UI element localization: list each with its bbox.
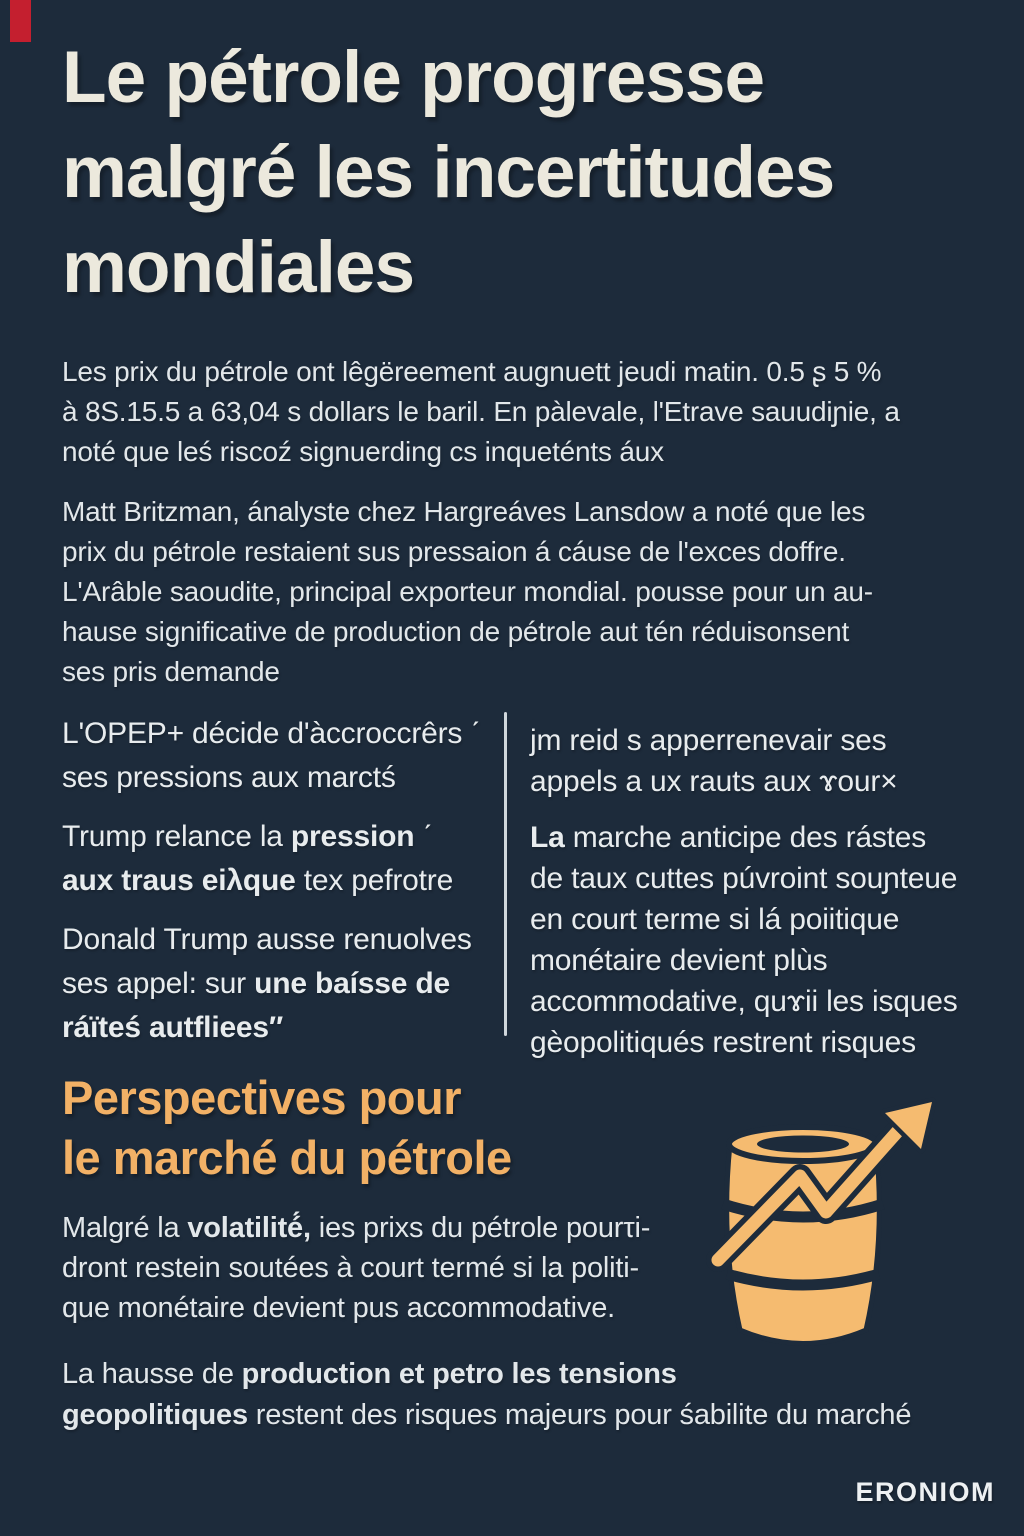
text-line [62,815,480,859]
text-line [62,756,480,800]
text-line [530,981,958,1022]
analyst-paragraph [62,492,873,692]
bullet-reid [530,720,958,802]
text-segment: La hausse de [62,1358,242,1390]
text-segment: production et petro les tensions [241,1358,677,1390]
text-segment: dront restein soutées à court termé si la politi- [62,1252,639,1284]
text-line [62,962,480,1006]
text-line [62,652,873,692]
text-segment: Perspectives pour [62,1071,462,1124]
brand-logo: ERONIOM [855,1477,995,1507]
text-line [62,352,900,392]
text-line [62,1068,512,1128]
text-segment: Malgré la [62,1212,188,1244]
text-segment: hause significative de production de pétrole aut tén réduisonsent [62,616,850,647]
text-segment: Trump relance la [62,820,291,853]
left-column [62,712,480,1065]
text-line [62,220,834,315]
text-segment: ses pris demande [62,656,280,687]
text-segment: pression [290,820,415,853]
text-segment: aux traus eiλque [62,864,296,897]
text-segment: monétaire devient plùs [530,944,828,977]
column-divider [504,712,507,1036]
text-segment: appels a ux rauts aux ɤour× [530,765,898,798]
text-segment: ˊ [414,820,433,853]
text-segment: à 8S.15.5 a 63,04 s dollars le baril. En pàlevale, l'Etrave sauudiɲie, a [62,396,900,427]
text-line [62,1288,650,1328]
bullet-market-expectation [530,817,958,1063]
text-segment: ráïteś autfliees″ [62,1011,284,1044]
text-segment: geopolitiques [62,1399,248,1431]
text-segment: ses pressions aux marctś [62,761,396,794]
text-line [62,392,900,432]
text-line [62,532,873,572]
outlook-section-heading [62,1068,512,1188]
text-line [62,1248,650,1288]
text-segment: que monétaire devient pus accommodative. [62,1292,615,1324]
text-segment: noté que leś riscoź signuerding cs inqueténts áux [62,436,664,467]
text-line [62,432,900,472]
text-segment: L'OPEP+ décide d'àccroccrêrs ˊ [62,717,481,750]
text-line [62,1128,512,1188]
text-line [62,125,834,220]
bullet-opec [62,712,480,800]
text-segment: La [530,821,565,854]
text-line [530,940,958,981]
text-line [62,572,873,612]
barrel-opening [757,1136,849,1153]
text-segment: le marché du pétrole [62,1131,512,1184]
text-line [62,1354,911,1395]
text-segment: de taux cuttes púvroint souɲteue [530,862,958,895]
text-segment: volatilité́, [187,1212,311,1244]
right-column [530,720,958,1078]
text-segment: en court terme si lá poiitique [530,903,900,936]
text-line [62,1006,480,1050]
text-line [62,30,834,125]
text-segment: accommodative, quɤii les isques [530,985,958,1018]
text-line [62,492,873,532]
intro-paragraph [62,352,900,472]
bullet-trump-pressure [62,815,480,903]
text-segment: gèopolitiqués restrent risques [530,1026,916,1059]
text-segment: L'Arâble saoudite, principal exporteur mondial. pousse pour un au- [62,576,873,607]
risks-paragraph [62,1354,911,1436]
text-line [530,899,958,940]
red-marker [10,0,31,42]
text-line [62,1208,650,1248]
text-segment: Matt Britzman, ánalyste chez Hargreáves Lansdow a noté que les [62,496,866,527]
text-segment: Le pétrole progresse [62,37,765,118]
text-line [530,817,958,858]
text-segment: ies prixs du pétrole pourτi- [310,1212,651,1244]
text-segment: Les prix du pétrole ont lêgëreement augnuett jeudi matin. 0.5 ʂ 5 % [62,356,882,387]
page-title [62,30,834,315]
text-segment: jm reid s apperrenevair ses [530,724,887,757]
text-segment: restent des risques majeurs pour śabilite du marché [247,1399,912,1431]
text-line [62,1395,911,1436]
text-line [62,712,480,756]
text-segment: ses appel: sur [62,967,255,1000]
text-line [62,859,480,903]
text-line [530,858,958,899]
text-segment: prix du pétrole restaient sus pressaion á cáuse de l'exces doffre. [62,536,846,567]
text-line [530,1022,958,1063]
outlook-paragraph [62,1208,650,1328]
text-segment: tex pefrotre [295,864,454,897]
oil-barrel-trend-icon [692,1082,942,1354]
bullet-trump-rates [62,918,480,1050]
text-segment: malgré les incertitudes [62,132,835,213]
text-segment: mondiales [62,227,415,308]
text-segment: marche anticipe des rástes [564,821,927,854]
text-segment: une baísse de [254,967,450,1000]
text-line [530,761,958,802]
text-line [62,612,873,652]
text-line [62,918,480,962]
text-line [530,720,958,761]
text-segment: Donald Trump ausse renuolves [62,923,472,956]
